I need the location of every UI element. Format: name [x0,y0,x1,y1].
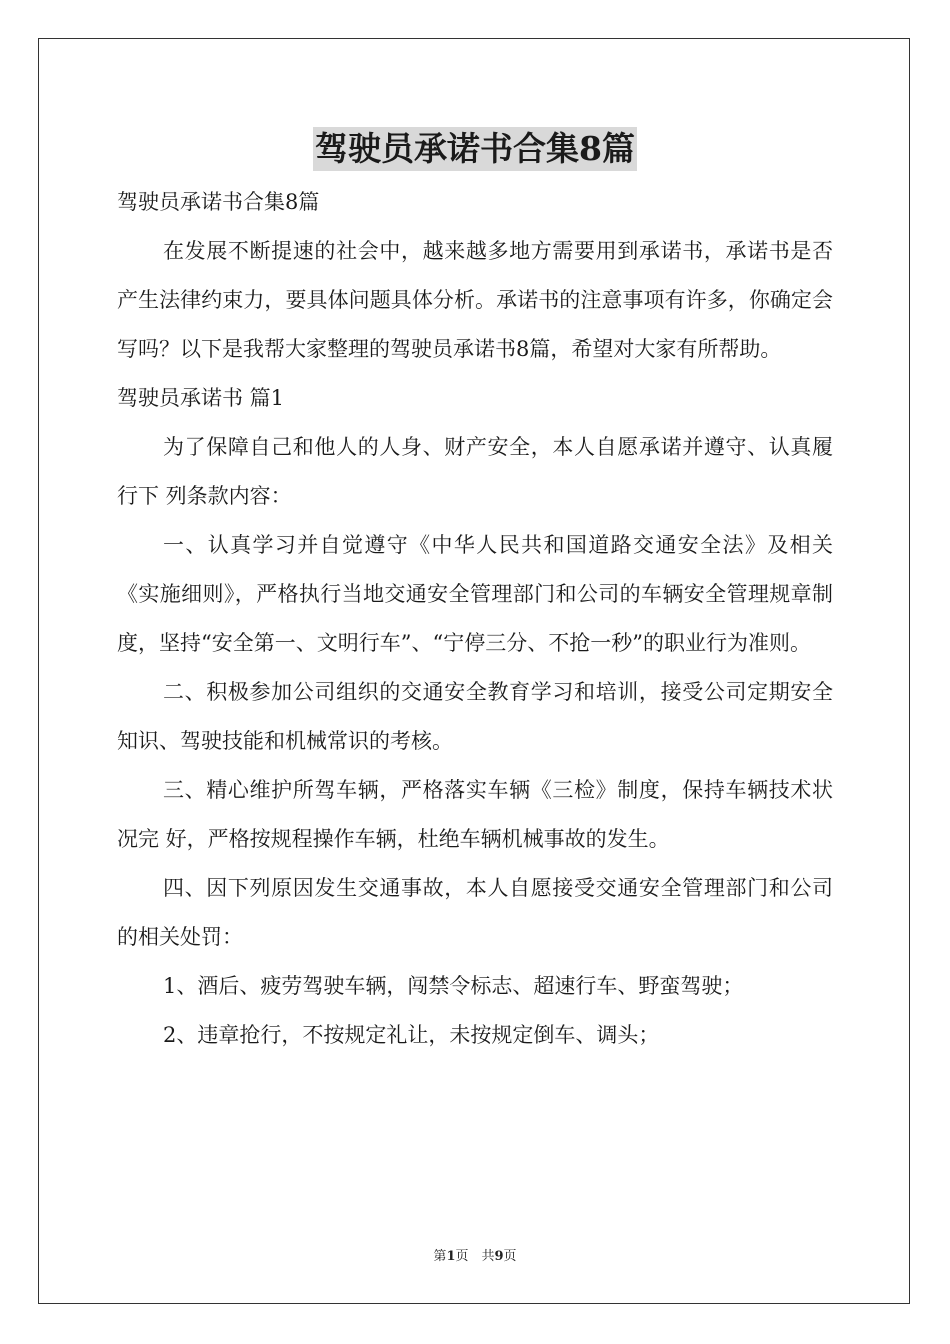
document-subtitle: 驾驶员承诺书合集8篇 [117,190,320,214]
title-container [0,127,950,171]
section-heading: 驾驶员承诺书 篇1 [117,386,285,410]
footer-page-mid: 页 共 [455,1249,495,1264]
paragraph-clause-1: 一、认真学习并自觉遵守《中华人民共和国道路交通安全法》及相关《实施细则》，严格执行当地交通安全管理部门和公司的车辆安全管理规章制度，坚持“安全第一、文明行车”、“宁停三分、不抢一秒”的职业行为准则。 [117,533,833,655]
footer-page-number: 1 [446,1249,456,1264]
paragraph-intro: 在发展不断提速的社会中，越来越多地方需要用到承诺书，承诺书是否产生法律约束力，要具体问题具体分析。承诺书的注意事项有许多，你确定会写吗？以下是我帮大家整理的驾驶员承诺书8篇，希望对大家有所帮助。 [117,239,833,361]
paragraph-clause-4: 四、因下列原因发生交通事故，本人自愿接受交通安全管理部门和公司的相关处罚： [117,876,833,949]
paragraph-clause-3: 三、精心维护所驾车辆，严格落实车辆《三检》制度，保持车辆技术状况完 好，严格按规程操作车辆，杜绝车辆机械事故的发生。 [117,778,833,851]
document-body [117,178,833,1060]
footer-page-suffix: 页 [503,1249,517,1264]
list-item-1: 1、酒后、疲劳驾驶车辆，闯禁令标志、超速行车、野蛮驾驶； [163,974,744,998]
paragraph-preamble: 为了保障自己和他人的人身、财产安全，本人自愿承诺并遵守、认真履行下 列条款内容： [117,435,833,508]
footer-total-pages: 9 [494,1249,504,1264]
paragraph-clause-2: 二、积极参加公司组织的交通安全教育学习和培训，接受公司定期安全知识、驾驶技能和机械常识的考核。 [117,680,833,753]
list-item-2: 2、违章抢行，不按规定礼让，未按规定倒车、调头； [163,1023,660,1047]
document-title: 驾驶员承诺书合集8篇 [313,127,637,171]
page-footer [0,1245,950,1264]
footer-page-prefix: 第 [433,1249,447,1264]
